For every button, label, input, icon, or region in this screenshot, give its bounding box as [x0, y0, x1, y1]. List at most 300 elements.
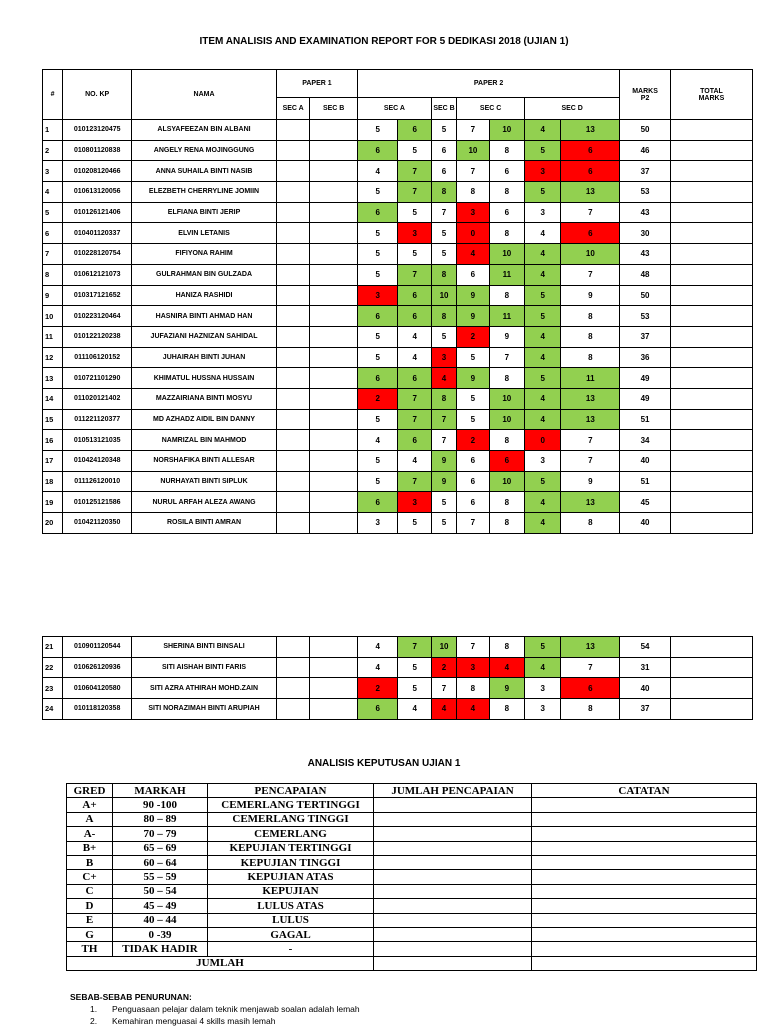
p2-sec-a-score-1: 3: [357, 285, 398, 306]
p2-sec-c-score-1: 4: [457, 699, 489, 720]
paper2-header: PAPER 2: [357, 70, 619, 98]
row-number: 23: [43, 678, 63, 699]
row-number: 21: [43, 637, 63, 658]
grade-range: 60 – 64: [113, 855, 208, 869]
catatan-cell: [532, 884, 757, 898]
p2-sec-a-score-2: 5: [398, 678, 431, 699]
p2-sec-a-score-2: 4: [398, 326, 431, 347]
p2-sec-c-score-1: 2: [457, 326, 489, 347]
p2-sec-a-score-1: 6: [357, 140, 398, 161]
p2-sec-d-score-1: 4: [525, 513, 561, 534]
marks-p2-cell: 51: [620, 471, 671, 492]
p2-sec-d-score-2: 7: [561, 264, 620, 285]
student-kp: 010228120754: [63, 244, 132, 265]
p2-sec-c-score-2: 6: [489, 451, 524, 472]
marks-p2-cell: 53: [620, 182, 671, 203]
p2-sec-a-score-1: 5: [357, 264, 398, 285]
student-row: [43, 451, 753, 472]
p2-sec-a-score-1: 5: [357, 326, 398, 347]
student-name: SITI AISHAH BINTI FARIS: [132, 657, 277, 678]
p2-sec-c-header: SEC C: [457, 98, 525, 120]
jumlah-pencapaian-cell: [374, 798, 532, 812]
p2-sec-c-score-1: 9: [457, 306, 489, 327]
p1-sec-a-cell: [276, 513, 309, 534]
student-kp: 011221120377: [63, 409, 132, 430]
p2-sec-a-score-1: 5: [357, 409, 398, 430]
grade-row: [67, 870, 757, 884]
total-marks-cell: [670, 326, 752, 347]
p2-sec-c-score-2: 8: [489, 637, 524, 658]
jumlah-total-cell: [374, 956, 532, 970]
p2-sec-d-score-1: 4: [525, 244, 561, 265]
col-nama-header: NAMA: [132, 70, 277, 120]
grade-range: 90 -100: [113, 798, 208, 812]
p1-sec-a-cell: [276, 347, 309, 368]
p2-sec-b-score: 8: [431, 182, 456, 203]
row-number: 16: [43, 430, 63, 451]
p2-sec-a-score-2: 5: [398, 657, 431, 678]
grade-range: TIDAK HADIR: [113, 942, 208, 956]
p1-sec-a-cell: [276, 637, 309, 658]
p2-sec-d-score-1: 5: [525, 285, 561, 306]
row-number: 13: [43, 368, 63, 389]
reasons-list: [90, 1003, 360, 1027]
p2-sec-b-score: 8: [431, 264, 456, 285]
reason-item: 2. Kemahiran menguasai 4 skills masih lemah: [90, 1016, 276, 1026]
p2-sec-d-score-1: 0: [525, 430, 561, 451]
student-kp: 010613120056: [63, 182, 132, 203]
catatan-cell: [532, 870, 757, 884]
p2-sec-c-score-2: 6: [489, 161, 524, 182]
row-number: 6: [43, 223, 63, 244]
catatan-header: CATATAN: [532, 784, 757, 798]
student-name: ROSILA BINTI AMRAN: [132, 513, 277, 534]
student-name: JUFAZIANI HAZNIZAN SAHIDAL: [132, 326, 277, 347]
student-row: [43, 202, 753, 223]
p2-sec-a-score-1: 5: [357, 451, 398, 472]
total-marks-cell: [670, 409, 752, 430]
p2-sec-b-score: 4: [431, 368, 456, 389]
student-name: ALSYAFEEZAN BIN ALBANI: [132, 120, 277, 141]
p2-sec-c-score-1: 8: [457, 182, 489, 203]
jumlah-pencapaian-cell: [374, 812, 532, 826]
row-number: 4: [43, 182, 63, 203]
p1-sec-b-cell: [310, 430, 358, 451]
p2-sec-d-score-2: 7: [561, 202, 620, 223]
p2-sec-a-score-1: 4: [357, 430, 398, 451]
p2-sec-d-score-2: 8: [561, 306, 620, 327]
student-name: ELFIANA BINTI JERIP: [132, 202, 277, 223]
p2-sec-d-score-2: 7: [561, 451, 620, 472]
p1-sec-a-cell: [276, 492, 309, 513]
grade-code: D: [67, 899, 113, 913]
p2-sec-d-score-1: 5: [525, 182, 561, 203]
total-marks-cell: [670, 388, 752, 409]
p2-sec-d-score-2: 8: [561, 326, 620, 347]
catatan-cell: [532, 812, 757, 826]
student-row: [43, 637, 753, 658]
p2-sec-d-score-1: 4: [525, 657, 561, 678]
total-marks-cell: [670, 244, 752, 265]
p2-sec-d-score-2: 6: [561, 678, 620, 699]
total-marks-cell: [670, 678, 752, 699]
p2-sec-a-score-2: 7: [398, 161, 431, 182]
grade-achievement: -: [208, 942, 374, 956]
row-number: 20: [43, 513, 63, 534]
p2-sec-d-score-1: 4: [525, 223, 561, 244]
jumlah-pencapaian-cell: [374, 884, 532, 898]
p2-sec-a-score-1: 4: [357, 657, 398, 678]
p2-sec-d-score-1: 4: [525, 347, 561, 368]
grade-achievement: KEPUJIAN: [208, 884, 374, 898]
p2-sec-d-score-2: 13: [561, 492, 620, 513]
student-name: JUHAIRAH BINTI JUHAN: [132, 347, 277, 368]
p2-sec-c-score-2: 8: [489, 223, 524, 244]
catatan-cell: [532, 927, 757, 941]
p1-sec-b-cell: [310, 657, 358, 678]
p2-sec-a-score-2: 7: [398, 637, 431, 658]
p2-sec-a-score-2: 3: [398, 492, 431, 513]
p1-sec-a-cell: [276, 223, 309, 244]
p2-sec-d-score-1: 3: [525, 161, 561, 182]
catatan-cell: [532, 841, 757, 855]
grade-row: [67, 942, 757, 956]
student-kp: 010626120936: [63, 657, 132, 678]
jumlah-label: JUMLAH: [67, 956, 374, 970]
marks-p2-cell: 37: [620, 161, 671, 182]
p1-sec-a-cell: [276, 471, 309, 492]
p2-sec-a-score-1: 4: [357, 637, 398, 658]
p2-sec-a-score-2: 7: [398, 409, 431, 430]
p2-sec-a-score-2: 4: [398, 347, 431, 368]
student-row: [43, 347, 753, 368]
p1-sec-b-cell: [310, 347, 358, 368]
p2-sec-c-score-1: 7: [457, 120, 489, 141]
p2-sec-d-score-1: 4: [525, 492, 561, 513]
p2-sec-b-score: 5: [431, 492, 456, 513]
student-name: NAMRIZAL BIN MAHMOD: [132, 430, 277, 451]
student-kp: 010208120466: [63, 161, 132, 182]
p2-sec-d-score-2: 11: [561, 368, 620, 389]
p2-sec-c-score-2: 10: [489, 409, 524, 430]
grade-achievement: CEMERLANG TERTINGGI: [208, 798, 374, 812]
student-name: ELEZBETH CHERRYLINE JOMIIN: [132, 182, 277, 203]
total-marks-cell: [670, 306, 752, 327]
p2-sec-a-score-1: 5: [357, 471, 398, 492]
student-kp: 010122120238: [63, 326, 132, 347]
jumlah-pencapaian-cell: [374, 827, 532, 841]
p2-sec-c-score-2: 10: [489, 388, 524, 409]
col-num-header: #: [43, 70, 63, 120]
p2-sec-a-score-1: 5: [357, 223, 398, 244]
p2-sec-a-score-2: 6: [398, 430, 431, 451]
grade-achievement: KEPUJIAN ATAS: [208, 870, 374, 884]
paper1-header: PAPER 1: [276, 70, 357, 98]
grade-achievement: KEPUJIAN TINGGI: [208, 855, 374, 869]
p2-sec-c-score-2: 8: [489, 140, 524, 161]
student-kp: 010721101290: [63, 368, 132, 389]
p2-sec-b-score: 6: [431, 140, 456, 161]
row-number: 2: [43, 140, 63, 161]
marks-p2-cell: 37: [620, 699, 671, 720]
p2-sec-d-score-1: 5: [525, 471, 561, 492]
p2-sec-a-score-2: 6: [398, 368, 431, 389]
p2-sec-c-score-1: 7: [457, 513, 489, 534]
p2-sec-b-score: 7: [431, 430, 456, 451]
p2-sec-d-score-1: 5: [525, 637, 561, 658]
p2-sec-b-score: 4: [431, 699, 456, 720]
p2-sec-a-score-1: 2: [357, 388, 398, 409]
total-marks-cell: [670, 657, 752, 678]
p2-sec-c-score-1: 9: [457, 368, 489, 389]
reasons-title: SEBAB-SEBAB PENURUNAN:: [70, 992, 192, 1002]
p2-sec-a-header: SEC A: [357, 98, 431, 120]
p2-sec-a-score-2: 6: [398, 285, 431, 306]
p2-sec-d-score-1: 3: [525, 678, 561, 699]
student-row: [43, 285, 753, 306]
row-number: 17: [43, 451, 63, 472]
p1-sec-a-cell: [276, 161, 309, 182]
p2-sec-b-score: 10: [431, 285, 456, 306]
grade-row: [67, 812, 757, 826]
grade-range: 65 – 69: [113, 841, 208, 855]
p2-sec-d-score-2: 8: [561, 699, 620, 720]
p2-sec-a-score-1: 4: [357, 161, 398, 182]
p2-sec-c-score-2: 8: [489, 430, 524, 451]
p1-sec-a-cell: [276, 430, 309, 451]
student-row: [43, 140, 753, 161]
student-kp: 010126121406: [63, 202, 132, 223]
student-name: HASNIRA BINTI AHMAD HAN: [132, 306, 277, 327]
p2-sec-a-score-2: 7: [398, 471, 431, 492]
marks-p2-cell: 46: [620, 140, 671, 161]
p2-sec-a-score-1: 3: [357, 513, 398, 534]
catatan-cell: [532, 798, 757, 812]
p2-sec-d-score-1: 5: [525, 368, 561, 389]
p2-sec-a-score-1: 6: [357, 306, 398, 327]
p2-sec-c-score-2: 10: [489, 120, 524, 141]
student-name: KHIMATUL HUSSNA HUSSAIN: [132, 368, 277, 389]
marks-p2-cell: 37: [620, 326, 671, 347]
student-row: [43, 244, 753, 265]
grade-achievement: KEPUJIAN TERTINGGI: [208, 841, 374, 855]
p2-sec-d-score-1: 4: [525, 409, 561, 430]
p2-sec-a-score-1: 5: [357, 120, 398, 141]
row-number: 14: [43, 388, 63, 409]
student-kp: 010513121035: [63, 430, 132, 451]
grade-code: TH: [67, 942, 113, 956]
total-marks-cell: [670, 637, 752, 658]
student-row: [43, 409, 753, 430]
student-row: [43, 306, 753, 327]
student-kp: 010401120337: [63, 223, 132, 244]
p2-sec-a-score-1: 6: [357, 202, 398, 223]
jumlah-pencapaian-header: JUMLAH PENCAPAIAN: [374, 784, 532, 798]
p2-sec-a-score-2: 5: [398, 513, 431, 534]
total-marks-cell: [670, 430, 752, 451]
student-name: SHERINA BINTI BINSALI: [132, 637, 277, 658]
p1-sec-a-cell: [276, 657, 309, 678]
row-number: 5: [43, 202, 63, 223]
p1-sec-b-cell: [310, 409, 358, 430]
grade-code: A+: [67, 798, 113, 812]
p1-sec-b-cell: [310, 326, 358, 347]
p2-sec-c-score-2: 11: [489, 264, 524, 285]
total-marks-cell: [670, 513, 752, 534]
p2-sec-c-score-1: 10: [457, 140, 489, 161]
marks-p2-cell: 48: [620, 264, 671, 285]
p2-sec-d-score-1: 4: [525, 388, 561, 409]
student-row: [43, 699, 753, 720]
p1-sec-b-cell: [310, 492, 358, 513]
p2-sec-a-score-1: 6: [357, 699, 398, 720]
p2-sec-d-score-1: 3: [525, 451, 561, 472]
p1-sec-b-cell: [310, 161, 358, 182]
marks-p2-cell: 40: [620, 513, 671, 534]
p2-sec-a-score-2: 4: [398, 451, 431, 472]
p2-sec-c-score-2: 6: [489, 202, 524, 223]
total-marks-cell: [670, 120, 752, 141]
p1-sec-b-header: SEC B: [310, 98, 358, 120]
marks-table: [42, 69, 753, 534]
row-number: 9: [43, 285, 63, 306]
student-kp: 011106120152: [63, 347, 132, 368]
marks-p2-cell: 51: [620, 409, 671, 430]
jumlah-catatan-cell: [532, 956, 757, 970]
jumlah-pencapaian-cell: [374, 899, 532, 913]
p1-sec-b-cell: [310, 637, 358, 658]
p2-sec-b-score: 7: [431, 202, 456, 223]
student-row: [43, 182, 753, 203]
marks-table-continued: [42, 636, 753, 720]
p2-sec-c-score-1: 2: [457, 430, 489, 451]
p2-sec-a-score-2: 5: [398, 140, 431, 161]
p1-sec-b-cell: [310, 285, 358, 306]
marks-p2-cell: 43: [620, 202, 671, 223]
p1-sec-a-cell: [276, 244, 309, 265]
p2-sec-c-score-1: 3: [457, 202, 489, 223]
student-name: SITI AZRA ATHIRAH MOHD.ZAIN: [132, 678, 277, 699]
student-name: FIFIYONA RAHIM: [132, 244, 277, 265]
student-kp: 011126120010: [63, 471, 132, 492]
p1-sec-b-cell: [310, 471, 358, 492]
p1-sec-b-cell: [310, 678, 358, 699]
jumlah-pencapaian-cell: [374, 927, 532, 941]
p2-sec-d-score-2: 8: [561, 347, 620, 368]
p2-sec-c-score-1: 3: [457, 657, 489, 678]
p2-sec-b-score: 7: [431, 678, 456, 699]
student-row: [43, 223, 753, 244]
p2-sec-c-score-1: 5: [457, 347, 489, 368]
p2-sec-d-score-2: 6: [561, 223, 620, 244]
student-kp: 010801120838: [63, 140, 132, 161]
student-row: [43, 513, 753, 534]
grade-achievement: GAGAL: [208, 927, 374, 941]
catatan-cell: [532, 899, 757, 913]
p2-sec-b-score: 10: [431, 637, 456, 658]
total-marks-cell: [670, 223, 752, 244]
p2-sec-c-score-2: 11: [489, 306, 524, 327]
p1-sec-a-cell: [276, 678, 309, 699]
p1-sec-a-cell: [276, 699, 309, 720]
p1-sec-b-cell: [310, 244, 358, 265]
row-number: 19: [43, 492, 63, 513]
student-kp: 010421120350: [63, 513, 132, 534]
p2-sec-c-score-2: 8: [489, 368, 524, 389]
jumlah-pencapaian-cell: [374, 870, 532, 884]
marks-p2-header: MARKS P2: [620, 70, 671, 120]
total-marks-cell: [670, 368, 752, 389]
col-kp-header: NO. KP: [63, 70, 132, 120]
student-row: [43, 368, 753, 389]
p1-sec-b-cell: [310, 223, 358, 244]
row-number: 10: [43, 306, 63, 327]
p1-sec-b-cell: [310, 120, 358, 141]
total-marks-cell: [670, 264, 752, 285]
student-kp: 010317121652: [63, 285, 132, 306]
p2-sec-c-score-1: 8: [457, 678, 489, 699]
student-name: NURUL ARFAH ALEZA AWANG: [132, 492, 277, 513]
grade-table: [66, 783, 757, 971]
p1-sec-a-cell: [276, 306, 309, 327]
total-marks-cell: [670, 347, 752, 368]
student-name: ANNA SUHAILA BINTI NASIB: [132, 161, 277, 182]
p2-sec-a-score-2: 4: [398, 699, 431, 720]
p2-sec-d-score-1: 3: [525, 202, 561, 223]
student-kp: 010123120475: [63, 120, 132, 141]
p2-sec-b-score: 5: [431, 120, 456, 141]
grade-row: [67, 841, 757, 855]
p2-sec-c-score-2: 10: [489, 471, 524, 492]
grade-row: [67, 798, 757, 812]
marks-p2-cell: 40: [620, 678, 671, 699]
marks-p2-cell: 30: [620, 223, 671, 244]
p2-sec-a-score-2: 7: [398, 388, 431, 409]
row-number: 15: [43, 409, 63, 430]
p1-sec-a-cell: [276, 368, 309, 389]
row-number: 12: [43, 347, 63, 368]
p1-sec-a-cell: [276, 182, 309, 203]
p1-sec-b-cell: [310, 182, 358, 203]
markah-header: MARKAH: [113, 784, 208, 798]
p2-sec-a-score-2: 5: [398, 202, 431, 223]
student-name: SITI NORAZIMAH BINTI ARUPIAH: [132, 699, 277, 720]
p2-sec-c-score-2: 7: [489, 347, 524, 368]
student-row: [43, 492, 753, 513]
grade-row: [67, 827, 757, 841]
p2-sec-a-score-1: 6: [357, 492, 398, 513]
student-name: GULRAHMAN BIN GULZADA: [132, 264, 277, 285]
grade-code: E: [67, 913, 113, 927]
jumlah-pencapaian-cell: [374, 841, 532, 855]
row-number: 11: [43, 326, 63, 347]
p2-sec-d-score-1: 4: [525, 264, 561, 285]
marks-p2-cell: 54: [620, 637, 671, 658]
marks-p2-cell: 50: [620, 285, 671, 306]
total-marks-cell: [670, 699, 752, 720]
p1-sec-b-cell: [310, 140, 358, 161]
grade-range: 70 – 79: [113, 827, 208, 841]
p2-sec-d-score-2: 6: [561, 140, 620, 161]
total-marks-cell: [670, 140, 752, 161]
p2-sec-d-header: SEC D: [525, 98, 620, 120]
catatan-cell: [532, 855, 757, 869]
student-kp: 011020121402: [63, 388, 132, 409]
student-name: MAZZAIRIANA BINTI MOSYU: [132, 388, 277, 409]
p1-sec-a-cell: [276, 285, 309, 306]
student-kp: 010424120348: [63, 451, 132, 472]
marks-p2-cell: 50: [620, 120, 671, 141]
